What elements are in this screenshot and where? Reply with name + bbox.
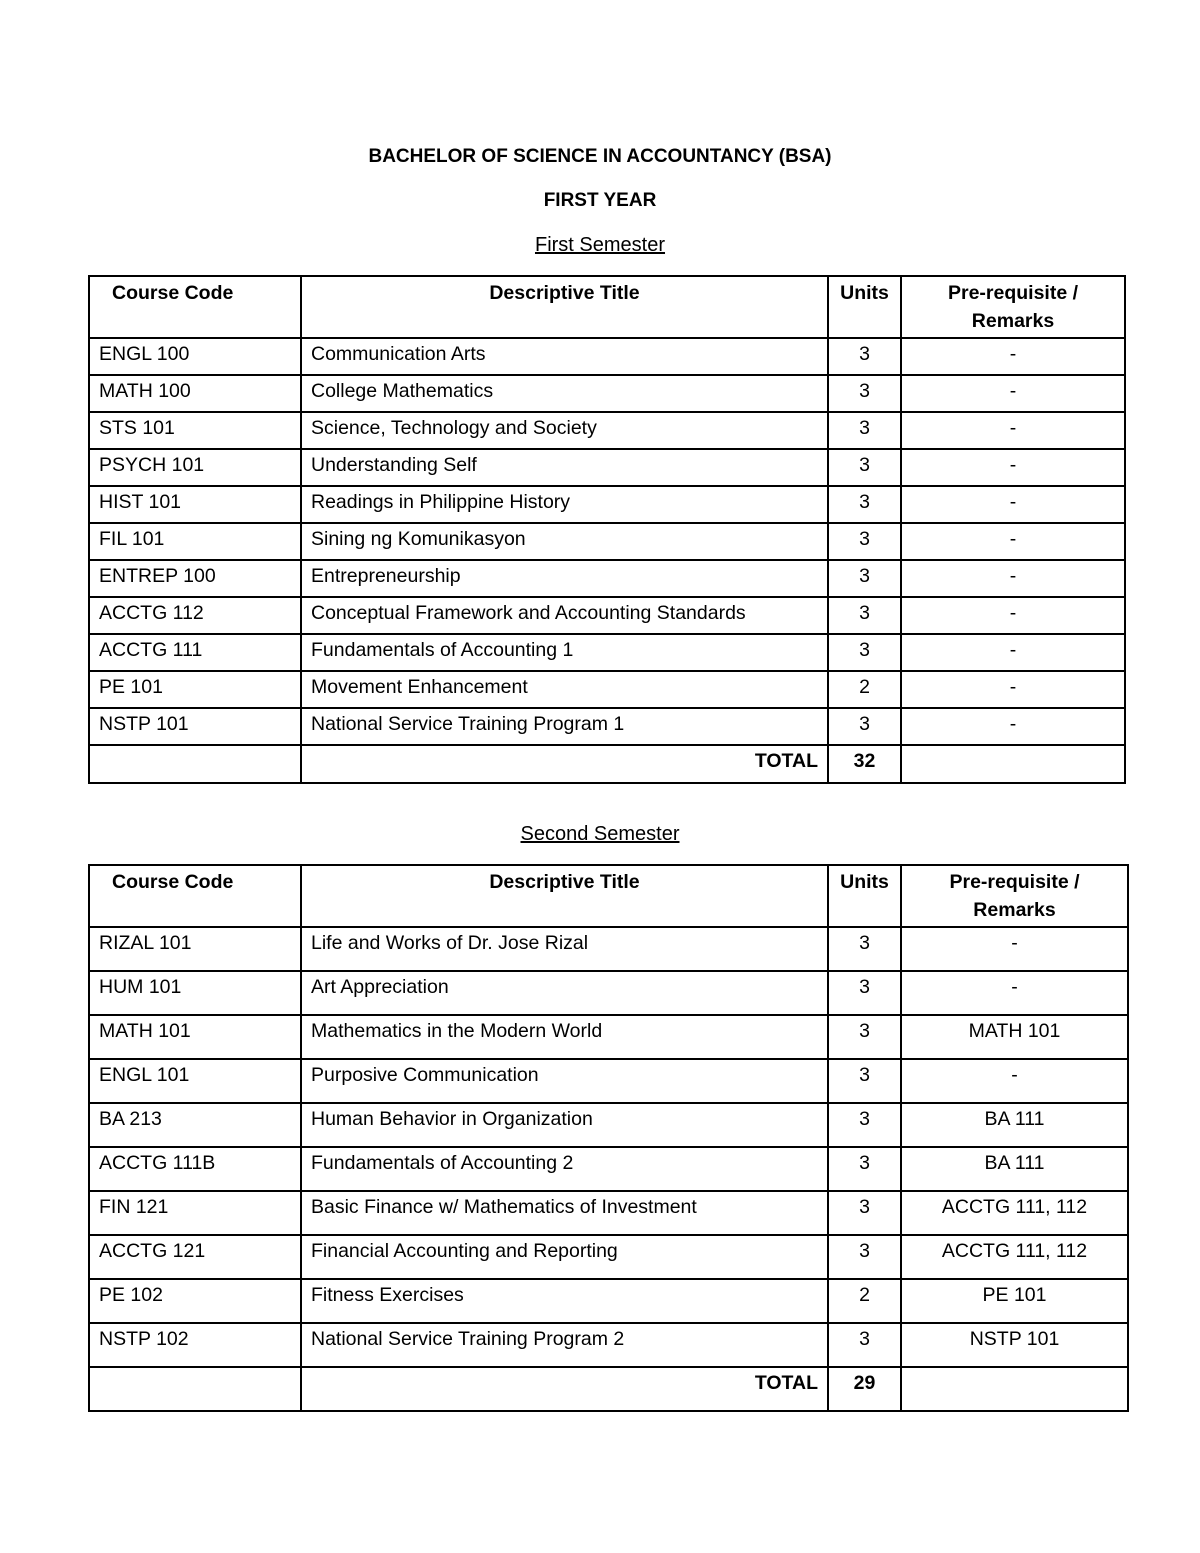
total-row xyxy=(89,1367,1128,1411)
table-row xyxy=(89,1279,1128,1323)
course-code-cell: STS 101 xyxy=(89,412,301,449)
table-row xyxy=(89,375,1125,412)
units-cell: 3 xyxy=(828,449,901,486)
course-code-cell: ENGL 101 xyxy=(89,1059,301,1103)
total-units: 29 xyxy=(828,1367,901,1411)
course-code-cell: ENTREP 100 xyxy=(89,560,301,597)
descriptive-title-cell: Conceptual Framework and Accounting Standards xyxy=(301,597,828,634)
units-cell: 3 xyxy=(828,1015,901,1059)
descriptive-title-cell: Financial Accounting and Reporting xyxy=(301,1235,828,1279)
table-row xyxy=(89,927,1128,971)
remarks-cell: BA 111 xyxy=(901,1103,1128,1147)
descriptive-title-cell: Fundamentals of Accounting 2 xyxy=(301,1147,828,1191)
remarks-cell: - xyxy=(901,523,1125,560)
remarks-cell: - xyxy=(901,927,1128,971)
header-course-code: Course Code xyxy=(89,276,301,338)
second-semester-table xyxy=(88,864,1129,1412)
table-row xyxy=(89,412,1125,449)
units-cell: 3 xyxy=(828,597,901,634)
remarks-cell: - xyxy=(901,560,1125,597)
remarks-cell: ACCTG 111, 112 xyxy=(901,1235,1128,1279)
units-cell: 3 xyxy=(828,375,901,412)
descriptive-title-cell: Life and Works of Dr. Jose Rizal xyxy=(301,927,828,971)
descriptive-title-cell: Science, Technology and Society xyxy=(301,412,828,449)
remarks-cell: - xyxy=(901,449,1125,486)
header-course-code: Course Code xyxy=(89,865,301,927)
descriptive-title-cell: Movement Enhancement xyxy=(301,671,828,708)
header-units: Units xyxy=(828,276,901,338)
course-code-cell: ENGL 100 xyxy=(89,338,301,375)
units-cell: 3 xyxy=(828,708,901,745)
remarks-cell: - xyxy=(901,375,1125,412)
first-semester-table xyxy=(88,275,1126,784)
table-row xyxy=(89,1235,1128,1279)
course-code-cell: MATH 100 xyxy=(89,375,301,412)
first-semester-heading: First Semester xyxy=(534,234,666,256)
descriptive-title-cell: National Service Training Program 2 xyxy=(301,1323,828,1367)
table-row xyxy=(89,1323,1128,1367)
remarks-cell: - xyxy=(901,338,1125,375)
table-row xyxy=(89,971,1128,1015)
units-cell: 3 xyxy=(828,560,901,597)
descriptive-title-cell: Purposive Communication xyxy=(301,1059,828,1103)
total-units: 32 xyxy=(828,745,901,783)
descriptive-title-cell: National Service Training Program 1 xyxy=(301,708,828,745)
total-empty-cell xyxy=(89,1367,301,1411)
table-row xyxy=(89,486,1125,523)
units-cell: 3 xyxy=(828,927,901,971)
course-code-cell: PSYCH 101 xyxy=(89,449,301,486)
remarks-cell: - xyxy=(901,1059,1128,1103)
second-semester-heading: Second Semester xyxy=(520,823,680,845)
table-row xyxy=(89,1147,1128,1191)
table-row xyxy=(89,634,1125,671)
header-descriptive-title: Descriptive Title xyxy=(301,276,828,338)
course-code-cell: ACCTG 111 xyxy=(89,634,301,671)
table-row xyxy=(89,1103,1128,1147)
course-code-cell: PE 102 xyxy=(89,1279,301,1323)
header-remarks-line1: Pre-requisite / xyxy=(949,871,1080,893)
units-cell: 3 xyxy=(828,338,901,375)
course-code-cell: NSTP 101 xyxy=(89,708,301,745)
units-cell: 3 xyxy=(828,634,901,671)
header-remarks-line2: Remarks xyxy=(971,310,1055,332)
remarks-cell: - xyxy=(901,412,1125,449)
table-row xyxy=(89,1191,1128,1235)
table-row xyxy=(89,560,1125,597)
header-remarks-line1: Pre-requisite / xyxy=(947,282,1079,304)
remarks-cell: - xyxy=(901,708,1125,745)
remarks-cell: - xyxy=(901,597,1125,634)
header-descriptive-title: Descriptive Title xyxy=(301,865,828,927)
course-code-cell: HUM 101 xyxy=(89,971,301,1015)
program-title: BACHELOR OF SCIENCE IN ACCOUNTANCY (BSA) xyxy=(368,146,832,167)
table-row xyxy=(89,1015,1128,1059)
remarks-cell: MATH 101 xyxy=(901,1015,1128,1059)
units-cell: 2 xyxy=(828,671,901,708)
table-row xyxy=(89,597,1125,634)
units-cell: 3 xyxy=(828,1147,901,1191)
units-cell: 3 xyxy=(828,971,901,1015)
units-cell: 3 xyxy=(828,486,901,523)
descriptive-title-cell: Readings in Philippine History xyxy=(301,486,828,523)
course-code-cell: NSTP 102 xyxy=(89,1323,301,1367)
table-header-row xyxy=(89,276,1125,338)
remarks-cell: - xyxy=(901,671,1125,708)
remarks-cell: BA 111 xyxy=(901,1147,1128,1191)
course-code-cell: RIZAL 101 xyxy=(89,927,301,971)
units-cell: 3 xyxy=(828,1323,901,1367)
year-title: FIRST YEAR xyxy=(543,190,657,211)
course-code-cell: ACCTG 111B xyxy=(89,1147,301,1191)
header-remarks-line2: Remarks xyxy=(973,899,1056,921)
descriptive-title-cell: Human Behavior in Organization xyxy=(301,1103,828,1147)
table-row xyxy=(89,1059,1128,1103)
descriptive-title-cell: Entrepreneurship xyxy=(301,560,828,597)
total-row xyxy=(89,745,1125,783)
course-code-cell: ACCTG 121 xyxy=(89,1235,301,1279)
units-cell: 3 xyxy=(828,1059,901,1103)
remarks-cell: - xyxy=(901,634,1125,671)
descriptive-title-cell: College Mathematics xyxy=(301,375,828,412)
header-units: Units xyxy=(828,865,901,927)
units-cell: 3 xyxy=(828,523,901,560)
total-label: TOTAL xyxy=(301,745,828,783)
units-cell: 2 xyxy=(828,1279,901,1323)
descriptive-title-cell: Sining ng Komunikasyon xyxy=(301,523,828,560)
remarks-cell: - xyxy=(901,971,1128,1015)
descriptive-title-cell: Fundamentals of Accounting 1 xyxy=(301,634,828,671)
course-code-cell: ACCTG 112 xyxy=(89,597,301,634)
course-code-cell: FIL 101 xyxy=(89,523,301,560)
remarks-cell: PE 101 xyxy=(901,1279,1128,1323)
descriptive-title-cell: Communication Arts xyxy=(301,338,828,375)
descriptive-title-cell: Mathematics in the Modern World xyxy=(301,1015,828,1059)
units-cell: 3 xyxy=(828,1235,901,1279)
remarks-cell: NSTP 101 xyxy=(901,1323,1128,1367)
course-code-cell: MATH 101 xyxy=(89,1015,301,1059)
total-label: TOTAL xyxy=(301,1367,828,1411)
descriptive-title-cell: Fitness Exercises xyxy=(301,1279,828,1323)
descriptive-title-cell: Basic Finance w/ Mathematics of Investment xyxy=(301,1191,828,1235)
table-row xyxy=(89,523,1125,560)
remarks-cell: ACCTG 111, 112 xyxy=(901,1191,1128,1235)
total-remarks-cell xyxy=(901,745,1125,783)
units-cell: 3 xyxy=(828,1191,901,1235)
table-row xyxy=(89,338,1125,375)
course-code-cell: HIST 101 xyxy=(89,486,301,523)
table-header-row xyxy=(89,865,1128,927)
header-remarks xyxy=(901,276,1125,338)
table-row xyxy=(89,708,1125,745)
total-empty-cell xyxy=(89,745,301,783)
table-row xyxy=(89,671,1125,708)
header-remarks xyxy=(901,865,1128,927)
descriptive-title-cell: Understanding Self xyxy=(301,449,828,486)
table-row xyxy=(89,449,1125,486)
remarks-cell: - xyxy=(901,486,1125,523)
course-code-cell: PE 101 xyxy=(89,671,301,708)
course-code-cell: BA 213 xyxy=(89,1103,301,1147)
units-cell: 3 xyxy=(828,412,901,449)
course-code-cell: FIN 121 xyxy=(89,1191,301,1235)
total-remarks-cell xyxy=(901,1367,1128,1411)
descriptive-title-cell: Art Appreciation xyxy=(301,971,828,1015)
units-cell: 3 xyxy=(828,1103,901,1147)
